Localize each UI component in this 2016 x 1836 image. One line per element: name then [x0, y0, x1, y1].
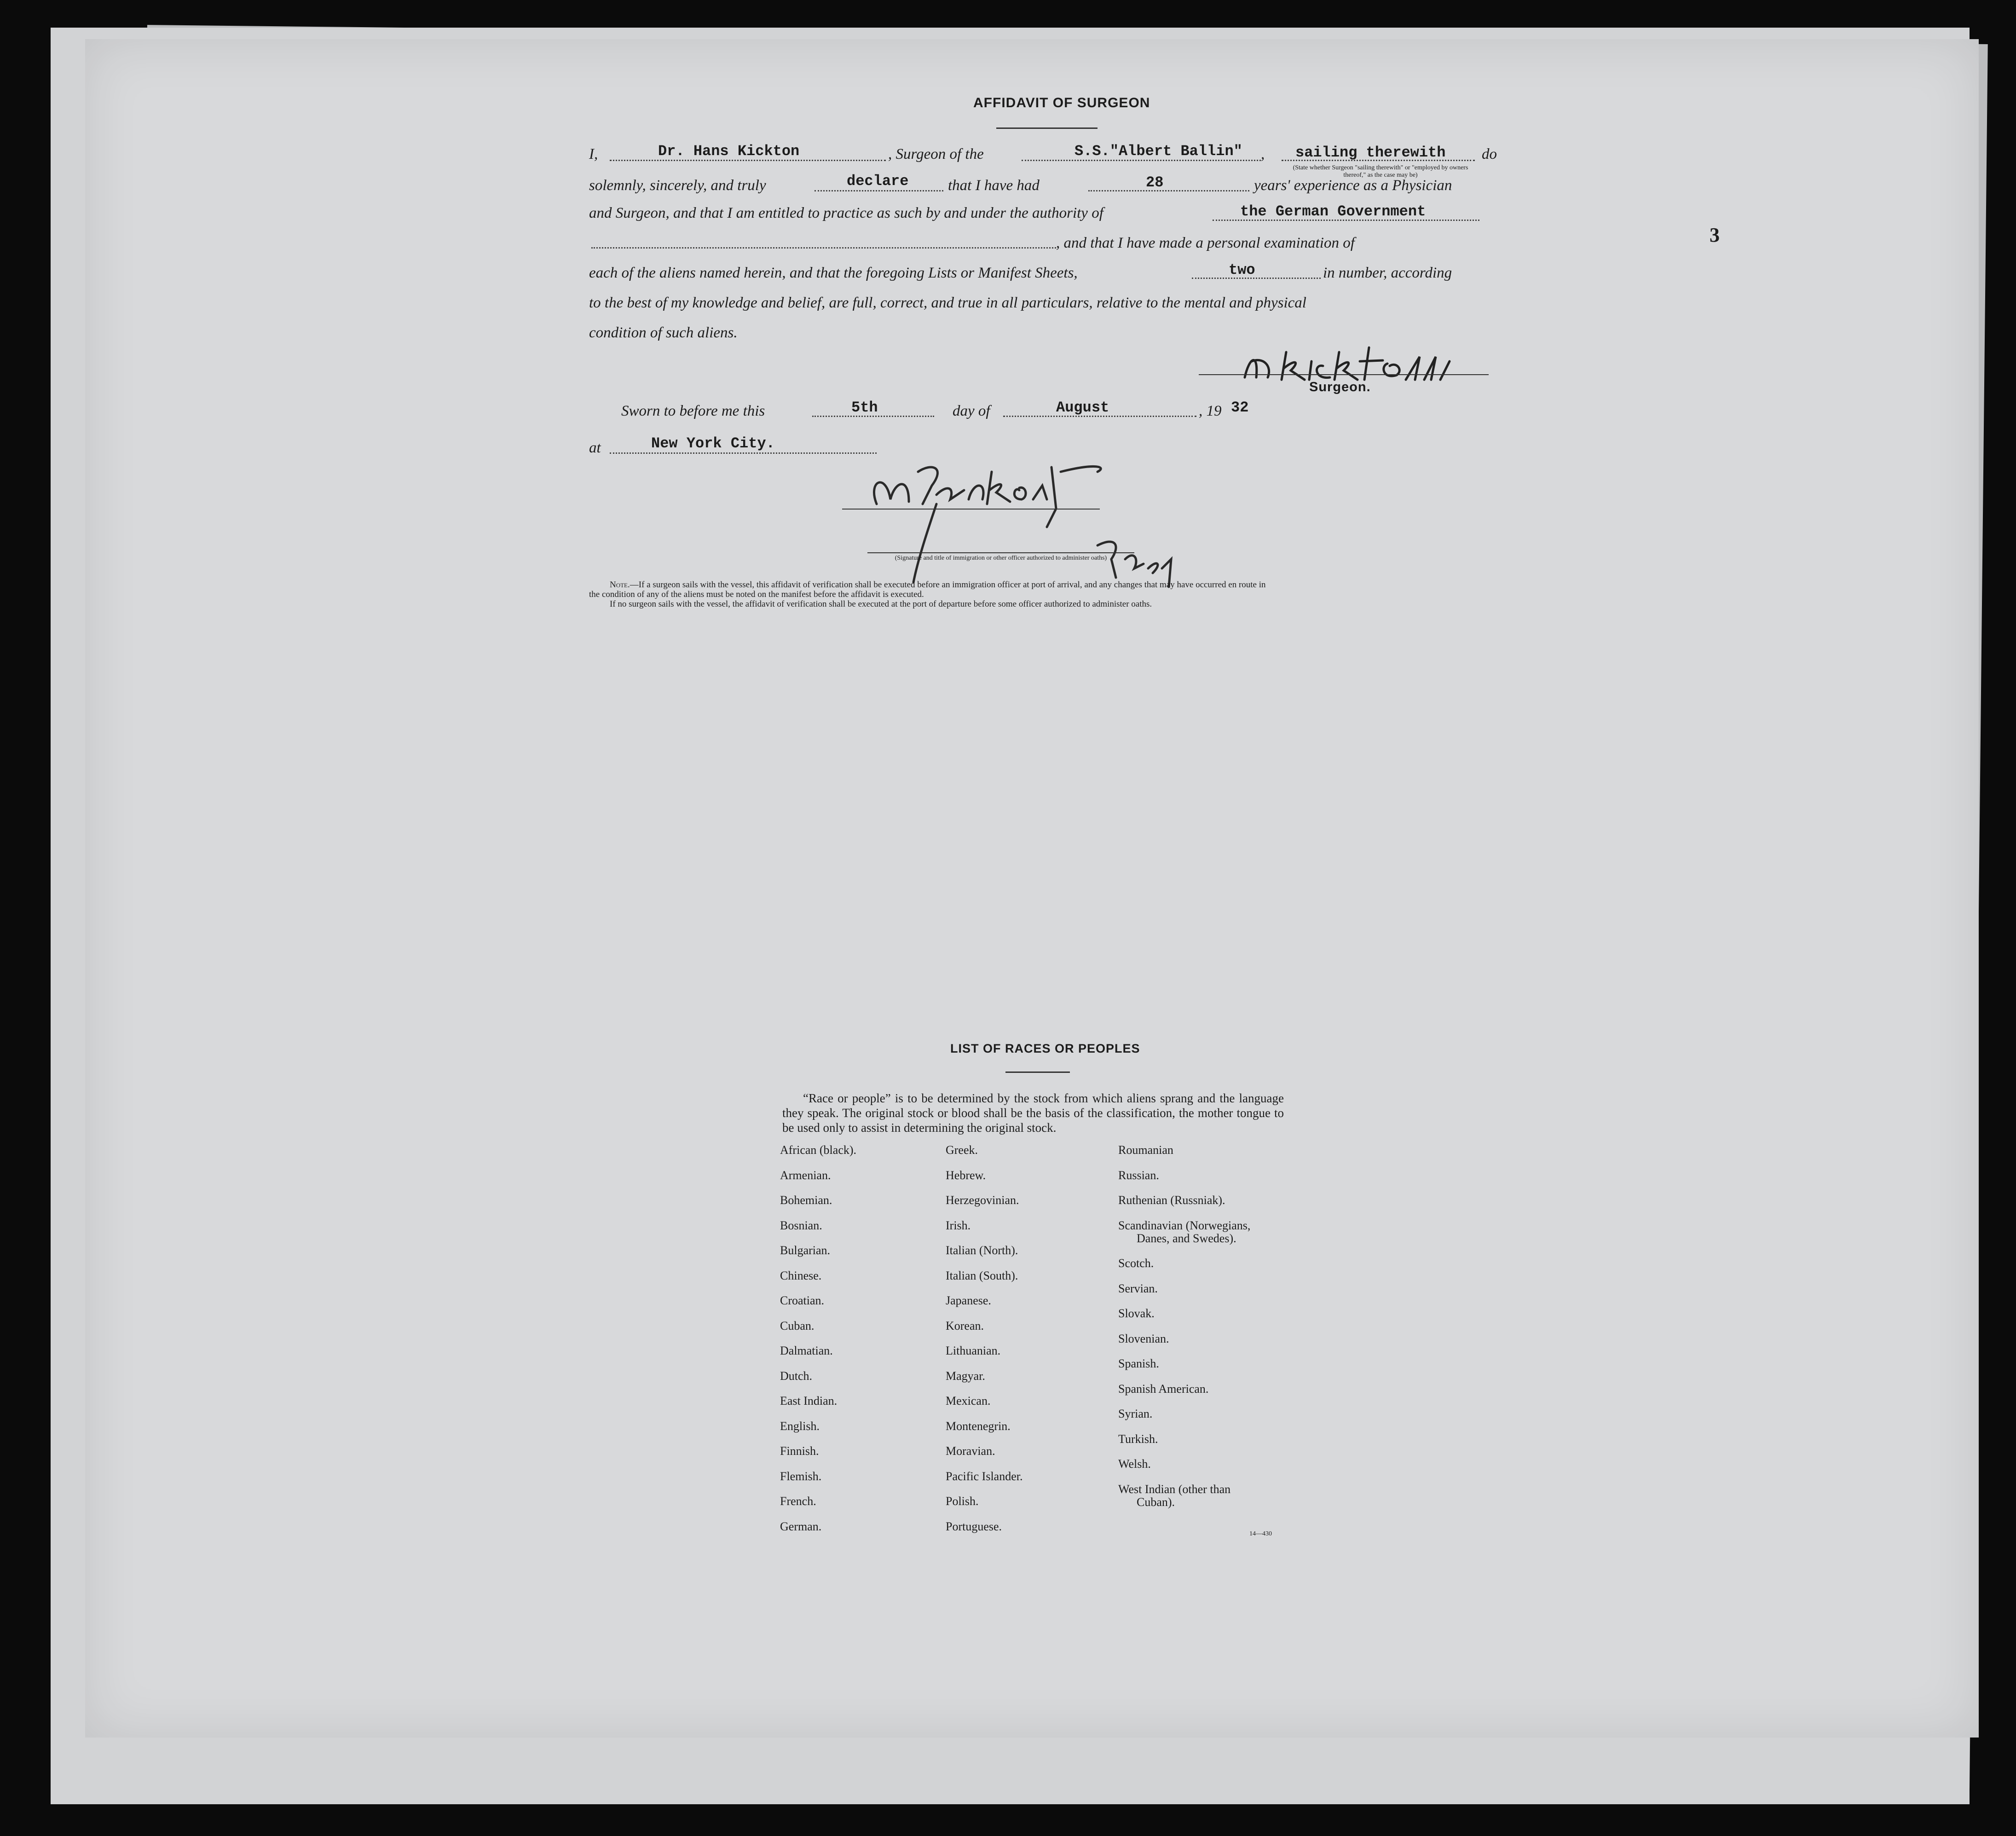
race-item: English. — [780, 1419, 820, 1433]
manifest-page — [85, 39, 1979, 1738]
race-item: Italian (North). — [946, 1244, 1018, 1257]
sworn-prefix: Sworn to before me this — [621, 403, 765, 419]
fill-line — [1192, 278, 1321, 279]
race-item: Cuban. — [780, 1319, 814, 1332]
race-item: Slovak. — [1118, 1307, 1155, 1320]
line5-prefix: each of the aliens named herein, and that the foregoing Lists or Manifest Sheets, — [589, 265, 1078, 281]
race-item: Cuban). — [1137, 1495, 1175, 1509]
race-item: Welsh. — [1118, 1457, 1151, 1471]
race-item: French. — [780, 1494, 816, 1508]
race-item: Herzegovinian. — [946, 1193, 1019, 1207]
race-item: Dutch. — [780, 1369, 813, 1383]
line2-suffix: years' experience as a Physician — [1254, 177, 1452, 194]
race-item: Croatian. — [780, 1294, 825, 1307]
race-item: Japanese. — [946, 1294, 991, 1307]
race-item: Scotch. — [1118, 1257, 1154, 1270]
fill-line — [814, 190, 943, 191]
race-item: Moravian. — [946, 1444, 995, 1458]
race-item: Lithuanian. — [946, 1344, 1001, 1357]
affidavit-note — [589, 580, 1592, 609]
line4-suffix: , and that I have made a personal examination of — [1056, 235, 1355, 251]
surgeon-of-label: , Surgeon of the — [888, 146, 984, 162]
sworn-day-field: 5th — [851, 399, 878, 416]
surgeon-label: Surgeon. — [1309, 380, 1371, 394]
fill-line — [812, 416, 934, 417]
line5-suffix: in number, according — [1323, 265, 1452, 281]
line2-mid: that I have had — [948, 177, 1040, 194]
races-intro: “Race or people” is to be determined by the stock from which aliens sprang and the language they speak. The original stock or blood shall be the basis of the classification, the mother tongue to be used only to assist in determining the original stock. — [782, 1091, 1284, 1135]
fill-line — [610, 160, 886, 161]
page-number: 3 — [1710, 224, 1720, 246]
affidavit-prefix: I, — [589, 146, 598, 162]
race-item: Italian (South). — [946, 1268, 1018, 1282]
surgeon-name-field: Dr. Hans Kickton — [658, 143, 800, 160]
race-item: Magyar. — [946, 1369, 985, 1383]
race-item: Finnish. — [780, 1444, 819, 1458]
race-item: Flemish. — [780, 1469, 822, 1483]
fill-line — [1022, 160, 1261, 161]
fill-line — [1213, 220, 1479, 221]
note-line3: If no surgeon sails with the vessel, the affidavit of verification shall be executed at the port of departure before some officer authorized to administer oaths. — [610, 599, 1152, 609]
note-line2: the condition of any of the aliens must be noted on the manifest before the affidavit is executed. — [589, 590, 924, 599]
officer-signature-line — [842, 509, 1100, 510]
race-item: Hebrew. — [946, 1168, 986, 1182]
comma: , — [1261, 146, 1265, 162]
form-code: 14—430 — [1249, 1530, 1272, 1537]
race-item: Roumanian — [1118, 1143, 1173, 1157]
fill-line — [1282, 160, 1475, 161]
note-label: Note. — [610, 580, 630, 590]
line3-prefix: and Surgeon, and that I am entitled to practice as such by and under the authority of — [589, 205, 1103, 221]
race-item: Greek. — [946, 1143, 978, 1157]
race-item: Scandinavian (Norwegians, — [1118, 1218, 1251, 1232]
year-prefix: , 19 — [1199, 403, 1222, 419]
officer-title-line — [867, 552, 1134, 553]
race-item: Portuguese. — [946, 1519, 1002, 1533]
race-item: Ruthenian (Russniak). — [1118, 1193, 1225, 1207]
fill-line — [1088, 190, 1249, 191]
race-item: Mexican. — [946, 1394, 991, 1407]
races-divider — [1005, 1071, 1070, 1073]
sworn-year-field: 32 — [1231, 399, 1249, 416]
day-of-label: day of — [953, 403, 990, 419]
race-item: Armenian. — [780, 1168, 831, 1182]
line2-prefix: solemnly, sincerely, and truly — [589, 177, 766, 194]
race-item: Pacific Islander. — [946, 1469, 1023, 1483]
race-item: Bohemian. — [780, 1193, 832, 1207]
race-item: Turkish. — [1118, 1432, 1158, 1446]
place-field: New York City. — [651, 435, 775, 452]
capacity-field: sailing therewith — [1295, 144, 1446, 161]
line7-text: condition of such aliens. — [589, 324, 738, 341]
declare-field: declare — [847, 173, 909, 190]
races-title: LIST OF RACES OR PEOPLES — [950, 1042, 1140, 1055]
race-item: African (black). — [780, 1143, 857, 1157]
races-column-3 — [1118, 1144, 1302, 1576]
race-item: Bosnian. — [780, 1218, 822, 1232]
race-item: Servian. — [1118, 1281, 1158, 1295]
race-item: Chinese. — [780, 1268, 822, 1282]
fill-line — [1003, 416, 1196, 417]
race-item: German. — [780, 1519, 822, 1533]
race-item: Polish. — [946, 1494, 979, 1508]
title-divider — [996, 127, 1098, 129]
capacity-note: (State whether Surgeon "sailing therewith" or "employed by owners thereof," as the case may be) — [1293, 164, 1468, 179]
race-item: Irish. — [946, 1218, 971, 1232]
note-line1: —If a surgeon sails with the vessel, this affidavit of verification shall be executed before an immigration officer at port of arrival, and any changes that may have occurred en route in — [630, 580, 1266, 590]
sheets-count-field: two — [1229, 261, 1255, 278]
race-item: East Indian. — [780, 1394, 838, 1407]
race-item: Dalmatian. — [780, 1344, 833, 1357]
race-item: Danes, and Swedes). — [1137, 1231, 1236, 1245]
race-item: Russian. — [1118, 1168, 1159, 1182]
race-item: Spanish. — [1118, 1357, 1159, 1370]
race-item: West Indian (other than — [1118, 1482, 1231, 1496]
line1-suffix: do — [1482, 146, 1497, 162]
fill-line — [610, 452, 877, 454]
fill-line — [591, 247, 1056, 249]
surgeon-signature-line — [1199, 374, 1489, 375]
race-item: Slovenian. — [1118, 1332, 1169, 1345]
years-field: 28 — [1146, 174, 1164, 191]
race-item: Syrian. — [1118, 1407, 1153, 1420]
ship-name-field: S.S."Albert Ballin" — [1074, 143, 1242, 160]
officer-caption: (Signature and title of immigration or other officer authorized to administer oaths) — [895, 555, 1107, 562]
affidavit-title: AFFIDAVIT OF SURGEON — [973, 95, 1150, 110]
sworn-month-field: August — [1056, 399, 1109, 416]
place-prefix: at — [589, 440, 601, 456]
race-item: Spanish American. — [1118, 1382, 1209, 1396]
authority-field: the German Government — [1240, 203, 1426, 220]
line6-text: to the best of my knowledge and belief, are full, correct, and true in all particulars, relative to the mental and physical — [589, 295, 1306, 311]
race-item: Montenegrin. — [946, 1419, 1011, 1433]
races-column-2 — [946, 1144, 1116, 1576]
races-column-1 — [780, 1144, 941, 1576]
race-item: Korean. — [946, 1319, 984, 1332]
race-item: Bulgarian. — [780, 1244, 831, 1257]
